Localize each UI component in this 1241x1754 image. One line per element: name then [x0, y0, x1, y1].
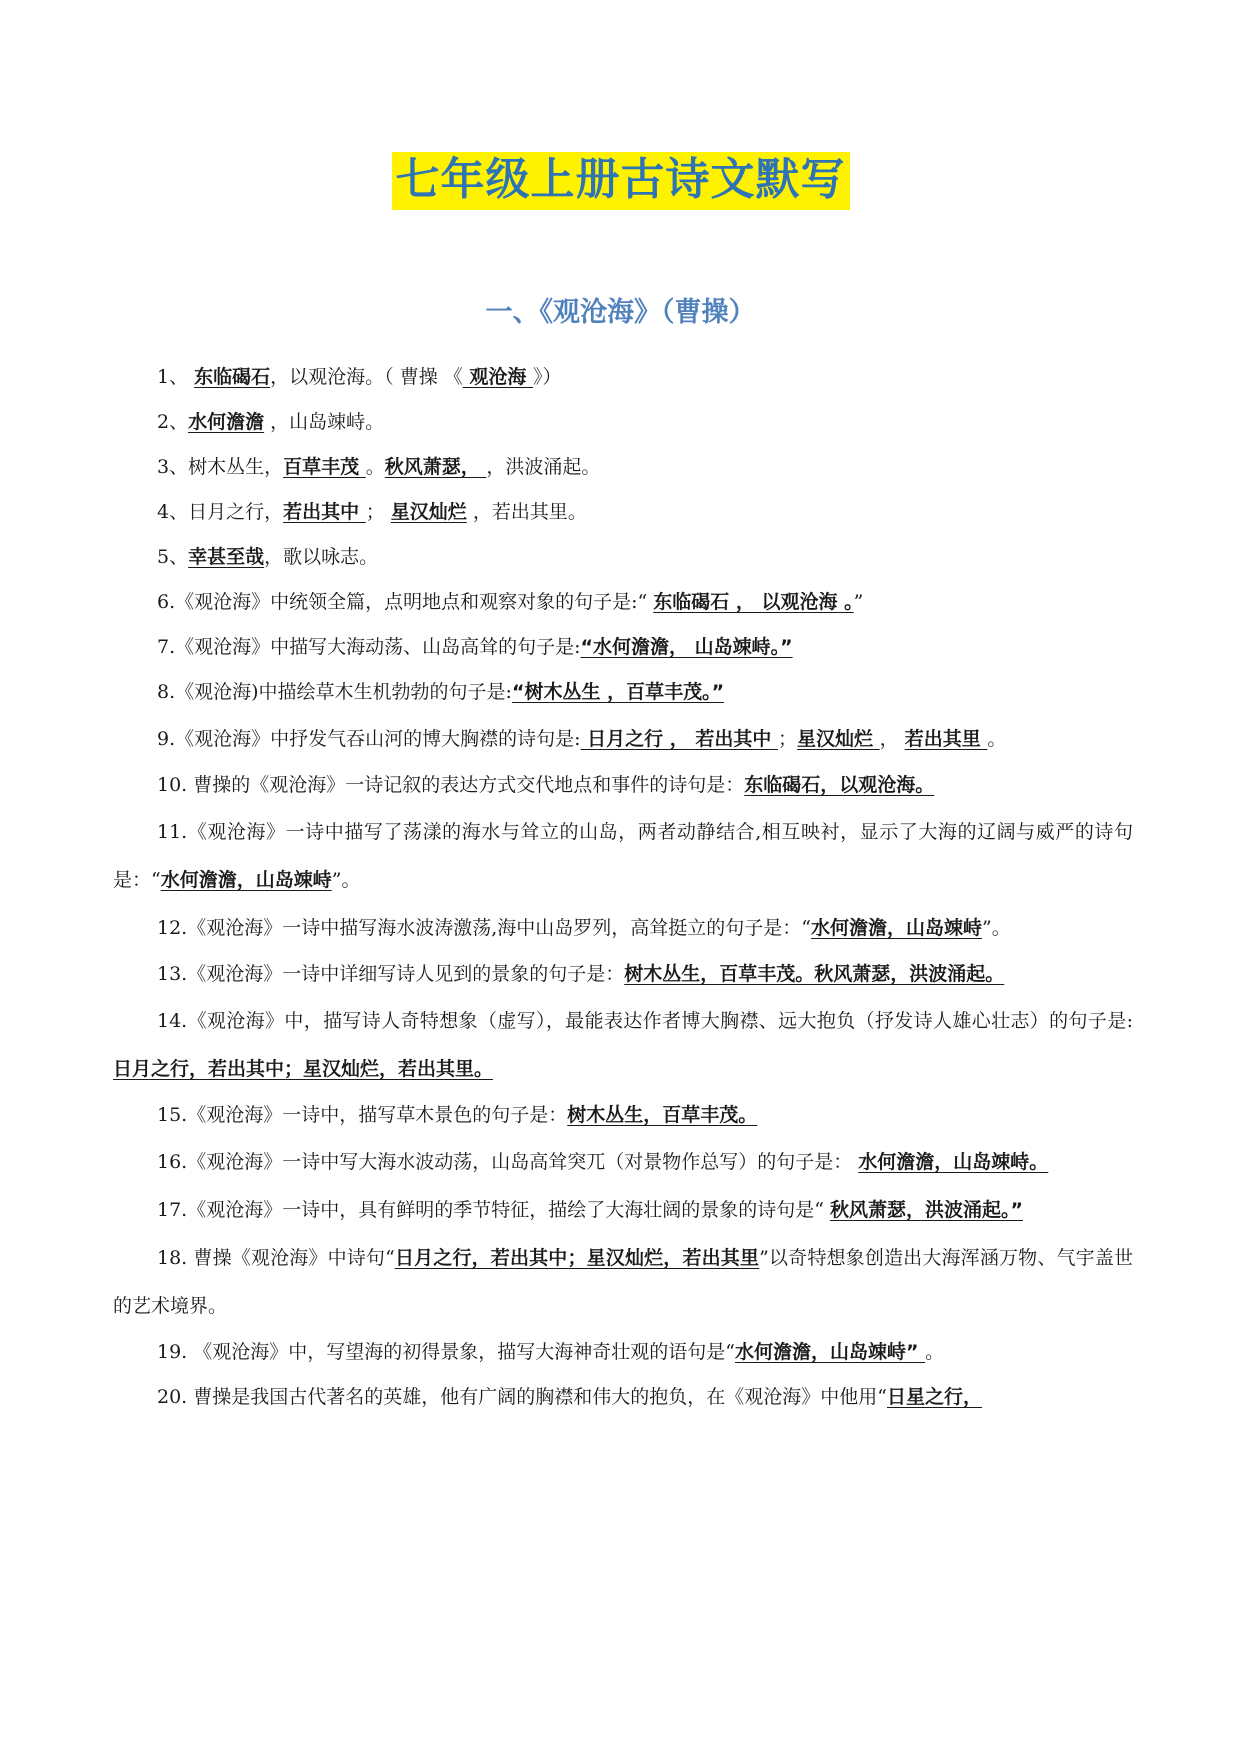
question-number: 18.: [157, 1247, 188, 1269]
question-text: 《观沧海》中抒发气吞山河的博大胸襟的诗句是:: [175, 728, 581, 750]
question-item: [113, 952, 1133, 997]
question-item: [113, 445, 1133, 490]
answer-text: 日星之行，: [886, 1386, 982, 1408]
question-text: 《观沧海》一诗中写大海水波动荡，山岛高耸突兀（对景物作总写）的句子是：: [187, 1151, 859, 1173]
question-text: 《观沧海》一诗中，具有鲜明的季节特征，描绘了大海壮阔的景象的诗句是“: [187, 1199, 830, 1221]
question-number: 8.: [157, 681, 176, 703]
section-heading: 一、《观沧海》（曹操）: [485, 297, 756, 328]
question-text: ”: [853, 591, 864, 613]
question-text: 日月之行，: [188, 501, 284, 523]
answer-text: 树木丛生，百草丰茂。: [567, 1104, 758, 1126]
question-text: 。: [365, 456, 385, 478]
question-text: ”以奇特想象创造出大海浑涵万物、气宇盖世的艺术境界。: [113, 1247, 1133, 1317]
question-item: [113, 904, 1133, 952]
question-number: 1、: [157, 366, 189, 388]
question-text: ”。: [982, 917, 1011, 939]
question-text: ”。: [331, 869, 361, 891]
document-title: 七年级上册古诗文默写: [392, 152, 850, 210]
question-item: [113, 670, 1133, 715]
answer-text: 水何澹澹，山岛竦峙: [160, 869, 332, 891]
question-item: [113, 1330, 1133, 1375]
answer-text: 水何澹澹，山岛竦峙: [810, 917, 982, 939]
question-item: [113, 1138, 1133, 1186]
question-number: 19.: [157, 1341, 188, 1363]
answer-text: 若出其里: [904, 728, 988, 750]
question-item: [113, 1186, 1133, 1234]
question-text: ，洪波涌起。: [486, 456, 601, 478]
answer-text: 观沧海: [462, 366, 533, 388]
question-text: ，以观沧海。（ 曹操 《: [270, 366, 463, 388]
answer-text: 水何澹澹，山岛竦峙”: [734, 1341, 926, 1363]
answer-text: 树木丛生，百草丰茂。秋风萧瑟，洪波涌起。: [624, 963, 1005, 985]
question-item: [113, 580, 1133, 625]
question-number: 4、: [157, 501, 189, 523]
question-item: [113, 763, 1133, 808]
question-number: 20.: [157, 1386, 188, 1408]
answer-text: 水何澹澹，山岛竦峙。: [858, 1151, 1049, 1173]
answer-text: 东临碣石: [194, 366, 271, 388]
answer-text: 秋风萧瑟，洪波涌起。”: [829, 1199, 1023, 1221]
answer-text: 东临碣石 ， 以观沧海 。: [653, 591, 854, 613]
question-number: 16.: [157, 1151, 188, 1173]
question-text: 《观沧海)中描绘草木生机勃勃的句子是:: [175, 681, 512, 703]
answer-text: 星汉灿烂: [797, 728, 880, 750]
question-number: 10.: [157, 774, 188, 796]
question-number: 2、: [157, 411, 189, 433]
answer-text: 星汉灿烂: [390, 501, 467, 523]
answer-text: 日月之行 ，: [580, 728, 696, 750]
answer-text: 秋风萧瑟，: [384, 456, 487, 478]
answer-text: 若出其中: [695, 728, 779, 750]
question-text: ，: [879, 728, 905, 750]
question-number: 12.: [157, 917, 188, 939]
question-text: 《观沧海》中，写望海的初得景象，描写大海神奇壮观的语句是“: [187, 1341, 735, 1363]
answer-text: 日月之行，若出其中；星汉灿烂，若出其里: [394, 1247, 760, 1269]
question-text: ；: [778, 728, 798, 750]
question-text: 》）: [532, 366, 562, 388]
question-text: ；: [365, 501, 391, 523]
answer-text: 东临碣石，以观沧海。: [744, 774, 935, 796]
question-text: 《观沧海》一诗中描写海水波涛激荡,海中山岛罗列，高耸挺立的句子是：“: [187, 917, 811, 939]
question-text: 《观沧海》一诗中，描写草木景色的句子是：: [187, 1104, 568, 1126]
question-item: [113, 535, 1133, 580]
question-text: 《观沧海》中，描写诗人奇特想象（虚写），最能表达作者博大胸襟、远大抱负（抒发诗人雄心壮志）的句子是:: [187, 1010, 1133, 1032]
question-item: [113, 400, 1133, 445]
question-text: ，若出其里。: [466, 501, 587, 523]
question-number: 5、: [157, 546, 189, 568]
question-number: 9.: [157, 728, 176, 750]
question-item: [113, 1093, 1133, 1138]
question-item: [113, 625, 1133, 670]
question-item: [113, 490, 1133, 535]
question-text: 。: [987, 728, 1007, 750]
question-text: 《观沧海》一诗中描写了荡漾的海水与耸立的山岛，两者动静结合,相互映衬，显示了大海的辽阔与威严的诗句是：“: [113, 821, 1133, 891]
question-text: 曹操的《观沧海》一诗记叙的表达方式交代地点和事件的诗句是：: [187, 774, 745, 796]
question-item: [113, 355, 1133, 400]
question-number: 14.: [157, 1010, 188, 1032]
question-item: [113, 808, 1133, 904]
question-text: 曹操是我国古代著名的英雄，他有广阔的胸襟和伟大的抱负，在《观沧海》中他用“: [187, 1386, 887, 1408]
question-number: 11.: [157, 821, 188, 843]
document-title-block: [0, 152, 1241, 210]
answer-text: 水何澹澹: [188, 411, 265, 433]
question-number: 15.: [157, 1104, 188, 1126]
question-number: 13.: [157, 963, 188, 985]
question-text: 《观沧海》中描写大海动荡、山岛高耸的句子是:: [175, 636, 581, 658]
question-number: 6.: [157, 591, 176, 613]
question-text: ，歌以咏志。: [264, 546, 379, 568]
answer-text: 若出其中: [283, 501, 366, 523]
question-number: 3、: [157, 456, 189, 478]
question-item: [113, 715, 1133, 763]
question-item: [113, 1375, 1133, 1420]
question-list: [113, 355, 1133, 1420]
answer-text: 百草丰茂: [283, 456, 366, 478]
question-item: [113, 1234, 1133, 1330]
question-text: 曹操《观沧海》中诗句“: [187, 1247, 395, 1269]
question-item: [113, 997, 1133, 1093]
answer-text: 幸甚至哉: [188, 546, 265, 568]
question-text: 树木丛生，: [188, 456, 284, 478]
question-text: ，山岛竦峙。: [264, 411, 385, 433]
question-number: 17.: [157, 1199, 188, 1221]
question-number: 7.: [157, 636, 176, 658]
answer-text: “树木丛生 ，百草丰茂。”: [511, 681, 725, 703]
answer-text: “水何澹澹， 山岛竦峙。”: [580, 636, 793, 658]
question-text: 。: [925, 1341, 945, 1363]
answer-text: 日月之行，若出其中；星汉灿烂，若出其里。: [113, 1058, 494, 1080]
question-text: 《观沧海》中统领全篇，点明地点和观察对象的句子是:“: [175, 591, 654, 613]
question-text: 《观沧海》一诗中详细写诗人见到的景象的句子是：: [187, 963, 625, 985]
